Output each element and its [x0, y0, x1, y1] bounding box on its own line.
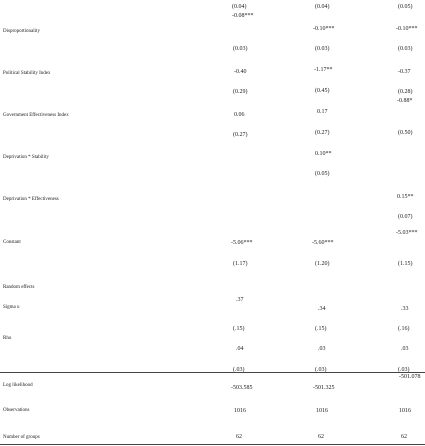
col2-number-of-groups: 62	[318, 434, 324, 440]
col3-constant: -5.03***	[396, 230, 418, 236]
col1-disproportionality-se: (0.03)	[233, 46, 248, 52]
label-disproportionality: Disproportionality	[3, 29, 40, 34]
col2-se-top: (0.04)	[315, 4, 330, 10]
col2-rho: .03	[318, 346, 326, 352]
label-constant: Constant	[3, 240, 21, 245]
col3-observations: 1016	[399, 408, 411, 414]
col3-political-stability-se: (0.28)	[398, 89, 413, 95]
col2-gov-effectiveness-se: (0.27)	[315, 130, 330, 136]
col1-rho-se: (.03)	[233, 367, 245, 373]
col3-number-of-groups: 62	[401, 434, 407, 440]
label-gov-effectiveness: Government Effectiveness Index	[3, 113, 69, 118]
col3-sigma-u-se: (.16)	[398, 326, 410, 332]
col1-number-of-groups: 62	[236, 434, 242, 440]
col2-disproportionality: -0.10***	[313, 26, 335, 32]
col2-sigma-u: .34	[318, 306, 326, 312]
label-number-of-groups: Number of groups	[3, 435, 40, 440]
col2-political-stability-se: (0.45)	[315, 88, 330, 94]
col1-gov-effectiveness-se: (0.27)	[233, 132, 248, 138]
col3-se-top: (0.05)	[398, 4, 413, 10]
col1-sigma-u: .37	[236, 297, 244, 303]
col2-rho-se: (.03)	[315, 367, 327, 373]
col1-disproportionality: -0.08***	[232, 13, 254, 19]
col1-log-likelihood: -503.585	[231, 385, 253, 391]
col3-gov-effectiveness: -0.88*	[397, 98, 413, 104]
col3-gov-effectiveness-se: (0.50)	[398, 130, 413, 136]
col2-deprivation-stability: 0.10**	[315, 151, 332, 157]
col3-disproportionality: -0.10***	[396, 26, 418, 32]
table-rule-middle	[0, 372, 425, 373]
label-random-effects: Random effects	[3, 285, 35, 290]
col3-disproportionality-se: (0.03)	[398, 46, 413, 52]
col1-political-stability-se: (0.29)	[233, 89, 248, 95]
label-deprivation-stability: Deprivation * Stability	[3, 155, 49, 160]
col3-sigma-u: .33	[401, 306, 409, 312]
col1-observations: 1016	[234, 408, 246, 414]
col3-rho: .03	[401, 346, 409, 352]
col3-deprivation-effectiveness: 0.15**	[397, 194, 414, 200]
col1-rho: .04	[236, 346, 244, 352]
col2-log-likelihood: -501.325	[313, 385, 335, 391]
col2-deprivation-stability-se: (0.05)	[315, 171, 330, 177]
label-deprivation-effectiveness: Deprivation * Effectiveness	[3, 197, 59, 202]
col2-observations: 1016	[316, 408, 328, 414]
col3-political-stability: -0.37	[398, 69, 411, 75]
col3-deprivation-effectiveness-se: (0.07)	[398, 214, 413, 220]
table-rule-bottom	[0, 444, 425, 445]
col2-sigma-u-se: (.15)	[315, 326, 327, 332]
label-rho: Rho	[3, 336, 12, 341]
label-log-likelihood: Log likelihood	[3, 383, 33, 388]
col2-gov-effectiveness: 0.17	[317, 109, 328, 115]
col1-sigma-u-se: (.15)	[233, 326, 245, 332]
label-sigma-u: Sigma u	[3, 305, 20, 310]
col3-constant-se: (1.15)	[398, 261, 413, 267]
col1-political-stability: -0.40	[234, 69, 247, 75]
col2-constant: -5.60***	[312, 240, 334, 246]
col2-constant-se: (1.20)	[315, 261, 330, 267]
label-political-stability: Political Stability Index	[3, 71, 51, 76]
col1-constant-se: (1.17)	[233, 261, 248, 267]
col3-rho-se: (.03)	[398, 367, 410, 373]
col1-constant: -5.06***	[231, 240, 253, 246]
col1-gov-effectiveness: 0.06	[234, 112, 245, 118]
col2-political-stability: -1.17**	[314, 67, 333, 73]
label-observations: Observations	[3, 408, 30, 413]
col3-log-likelihood: -501.078	[399, 374, 421, 380]
col1-se-top: (0.04)	[232, 4, 247, 10]
col2-disproportionality-se: (0.03)	[315, 46, 330, 52]
